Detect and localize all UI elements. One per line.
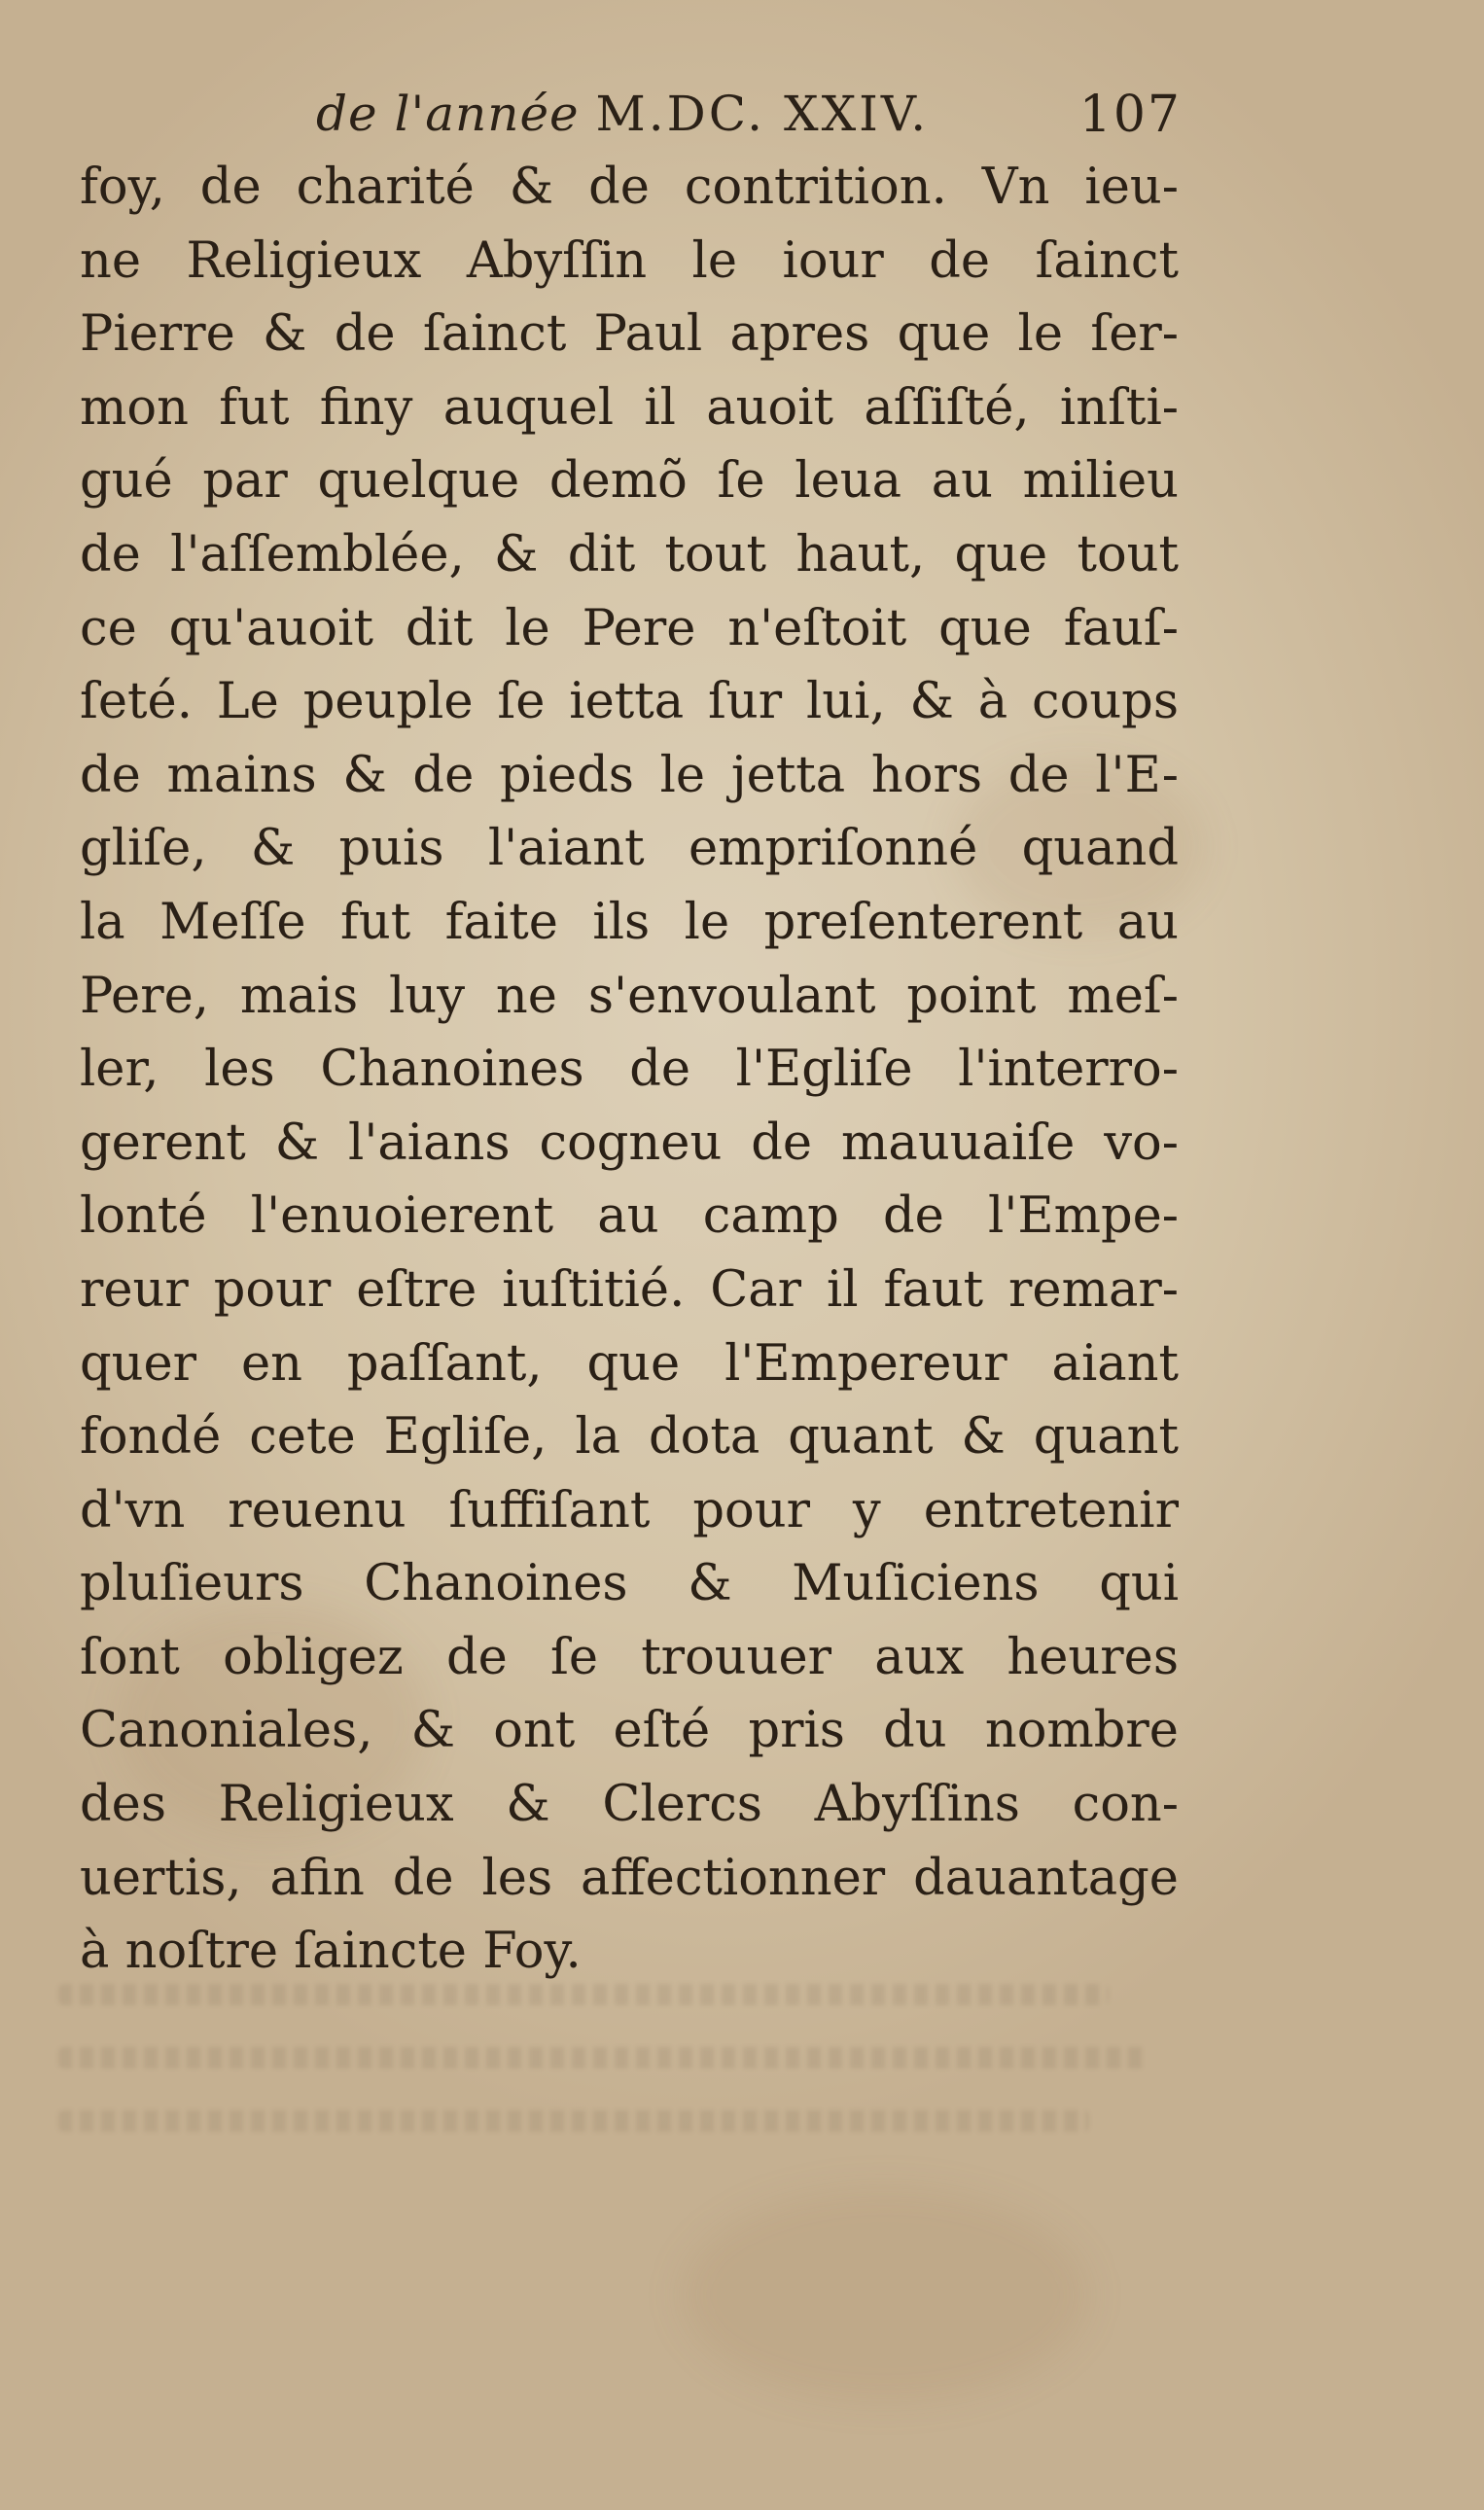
text-line: ler, les Chanoines de l'Egliſe l'interro-: [80, 1041, 1179, 1099]
text-line: ne Religieux Abyſſin le iour de ſainct: [80, 231, 1179, 290]
text-line: fondé cete Egliſe, la dota quant & quant: [80, 1408, 1179, 1467]
text-line: quer en paſſant, que l'Empereur aiant: [80, 1334, 1179, 1393]
text-line: mon fut finy auquel il auoit aſſiſté, inſti-: [80, 378, 1179, 437]
body-text: [80, 151, 1179, 1989]
text-line: de mains & de pieds le jetta hors de l'E-: [80, 746, 1179, 804]
text-line: uertis, afin de les affectionner dauantage: [80, 1849, 1179, 1907]
text-line: Canoniales, & ont eſté pris du nombre: [80, 1702, 1179, 1760]
text-line: gué par quelque demõ ſe leua au milieu: [80, 452, 1179, 511]
text-line: gliſe, & puis l'aiant empriſonné quand: [80, 820, 1179, 878]
page-header: [316, 86, 1182, 154]
text-line: foy, de charité & de contrition. Vn ieu-: [80, 159, 1179, 216]
text-line: ſeté. Le peuple ſe ietta ſur lui, & à coups: [80, 673, 1179, 731]
text-line: de l'aſſemblée, & dit tout haut, que tout: [80, 525, 1179, 583]
show-through-text: [58, 1974, 1206, 2169]
text-line: d'vn reuenu ſuffiſant pour y entretenir: [80, 1481, 1179, 1539]
running-head-title: de l'année: [316, 86, 580, 142]
text-line: lonté l'enuoierent au camp de l'Empe-: [80, 1187, 1179, 1246]
text-line: ſont obligez de ſe trouuer aux heures: [80, 1628, 1179, 1686]
text-line: pluſieurs Chanoines & Muſiciens qui: [80, 1555, 1179, 1613]
text-line: Pere, mais luy ne s'envoulant point meſ-: [80, 967, 1179, 1025]
text-line: Pierre & de ſainct Paul apres que le ſer-: [80, 305, 1179, 364]
text-line: la Meſſe fut faite ils le preſenterent au: [80, 893, 1179, 951]
running-head-year: M.DC. XXIV.: [595, 86, 930, 142]
page-number: 107: [1078, 86, 1182, 144]
foxing-stain: [681, 2188, 1089, 2402]
running-head: [316, 86, 929, 142]
text-line-final: à noſtre ſaincte Foy.: [80, 1923, 582, 1981]
text-line: des Religieux & Clercs Abyſſins con-: [80, 1776, 1179, 1834]
text-line: reur pour eſtre iuſtitié. Car il faut remar-: [80, 1260, 1179, 1319]
text-line: gerent & l'aians cogneu de mauuaiſe vo-: [80, 1114, 1179, 1172]
show-through-line: [58, 2047, 1148, 2068]
show-through-line: [58, 2110, 1089, 2132]
text-line: ce qu'auoit dit le Pere n'eſtoit que fauſ-: [80, 599, 1179, 657]
